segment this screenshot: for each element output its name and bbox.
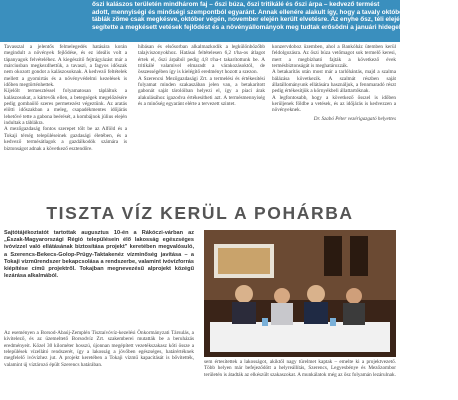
paragraph: A Szerencsi Mezőgazdasági Zrt. a termelési és értékesítési folyamat minden szakaszában jelen van, a betakarított gabonát saját tárolóiban helyezi el, így a piaci árak alakulásához igazodva értékesítheti azt. A termésmennyiség és a minőség egyaránt elérte a tervezett szintet. bbox=[138, 75, 265, 108]
intro-line: segítette a megkésett vetések fejlődést és a növényállományok meg tudtak erősödni a januári hidegek napokra. bbox=[92, 23, 431, 31]
paragraph: Az eseményen a Borsod-Abaúj-Zemplén Tisztaívóvíz-kezelési Önkormányzati Társulás, a kivitelező, és az üzemeltető Borsodvíz Zrt. szakemberei mutatták be a beruházás eredményeit. Közel 30 kilométer hosszú, újonnan megépített vezetékszakasz köti össze a települések vízellátó rendszerét, így a lakosság a jövőben egészséges, határértéknek megfelelő ivóvízhez jut. A projekt keretében a Tokaji vízmű kapacitását is bővítették, valamint új víztározó épült Szerencs határában. bbox=[4, 330, 194, 368]
intro-text bbox=[92, 1, 458, 31]
article-lead bbox=[4, 230, 194, 326]
intro-line: őszi kalászos területén mindhárom faj – őszi búza, őszi tritikálé és őszi árpa – kedvező termést bbox=[92, 1, 380, 8]
article-column-3 bbox=[272, 44, 396, 202]
paragraph: Kijelölt termesztéssel folyamatosan tápláltuk a kalászosokat, a kártevők ellen, a betegségek megelőzésére pedig gombaölő szeres permetezést végeztünk. Az aratás előtti időszakban a meleg, csapadékmentes időjárás lehetővé tette a gabona beérését, a kombájnok július elején indultak a táblákra. bbox=[4, 88, 127, 127]
article-continuation bbox=[204, 359, 396, 400]
lead-paragraph: Sajtótájékoztatót tartottak augusztus 10-én a Rákóczi-várban az „Észak-Magyarországi Régió településein élő lakosság egészséges ivóvízzel való ellátásának biztosítása projekt" keretében megvalósuló, a Szerencs-Bekecs-Golop-Prügy-Taktakenéz vízminőség javítása – a Tokaji vízműrendszer bekapcsolása a rendszerbe, valamint ivóvízforrás kiépítése című projektről. Tokajban megnevezésű alprojekt közégű lezárása alkalmából. bbox=[4, 230, 194, 280]
paragraph: A betakarítás után most már a tarlóhántás, majd a szalma bálázása következik. A szalmát részben saját állatállományunk ellátására használjuk, a fennmaradó részt pedig értékesítjük a környékbeli állattartóknak. bbox=[272, 69, 396, 95]
article-column-1 bbox=[4, 44, 127, 202]
paragraph: hibásan és elsősorban alkalmazkodik a legkülönbözőbb talajviszonyokhoz. Hatásai feltételesen 6,2 t/ha-os átlagot értek el, őszi árpából pedig 4,8 t/ha-t takarítottunk be. A tritikálé valamivel elmaradt a várakozásoktól, de összességében így is kielégítő eredményt hozott a szezon. bbox=[138, 44, 265, 76]
article-headline: TISZTA VÍZ KERÜL A POHÁRBA bbox=[46, 203, 354, 223]
paragraph: Tavasszal a jelentős felmelegedés hatására korán megindult a növények fejlődése, és ez ideális volt a tápanyagok felvételéhez. A kiegészítő fejtrágyázást már a márciusban megkezdhettük, a tavaszi, a fagyos időszak nem okozott gondot a kalászosoknak. A kedvező feltételek mellett a gyomirtás és a növényvédelmi kezelések is időben megtörténhettek. bbox=[4, 44, 127, 89]
intro-banner bbox=[0, 0, 458, 42]
author-signature: Dr. Szabó Péter vezérigazgató helyettes bbox=[313, 115, 396, 122]
paragraph: sem értesítettek a lakosságot, akiktől nagy türelmet kaptak – emelte ki a projektvezető. Több helyen már befejeződött a helyreállítás, Szerencs, Legyesbénye és Mezőzombor területén is átadták az elkészült szakaszokat. A munkálatok még az ősz folyamán lezárulnak. bbox=[204, 359, 396, 378]
article-column-2 bbox=[138, 44, 265, 202]
intro-line: adott, mennyiségi és minőségi szempontból egyaránt. Annak ellenére alakult így, hogy a tavaly októberi esők miatt a bbox=[92, 8, 446, 16]
paragraph: A legfontosabb, hogy a következő ősszel is időben kerüljenek földbe a vetések, és az időjárás is kedvezzen a növényeknek. bbox=[272, 94, 396, 114]
press-conference-photo bbox=[204, 230, 396, 357]
article-body bbox=[4, 330, 194, 400]
paragraph: A mezőgazdaság fontos szerepet tölt be az Alföld és a Tokaji térség településeinek gazdasági életében, és a kedvező termésátlagok a gazdálkodók számára is biztonságot adnak a következő esztendőre. bbox=[4, 126, 127, 152]
intro-line: táblák zöme csak megkésve, október végén, november elején került elvetésre. Az enyhe ősz, téli elején időjárás azonban bbox=[92, 16, 458, 24]
paragraph: konzervdoboz üzemben, ahol a Bankóház ütemben kerül feldolgozásra. Az őszi búza vetőmagot sok termelő keresi, mert a megbízható fajták a következő évek termésbiztonságát is meghatározzák. bbox=[272, 44, 396, 70]
